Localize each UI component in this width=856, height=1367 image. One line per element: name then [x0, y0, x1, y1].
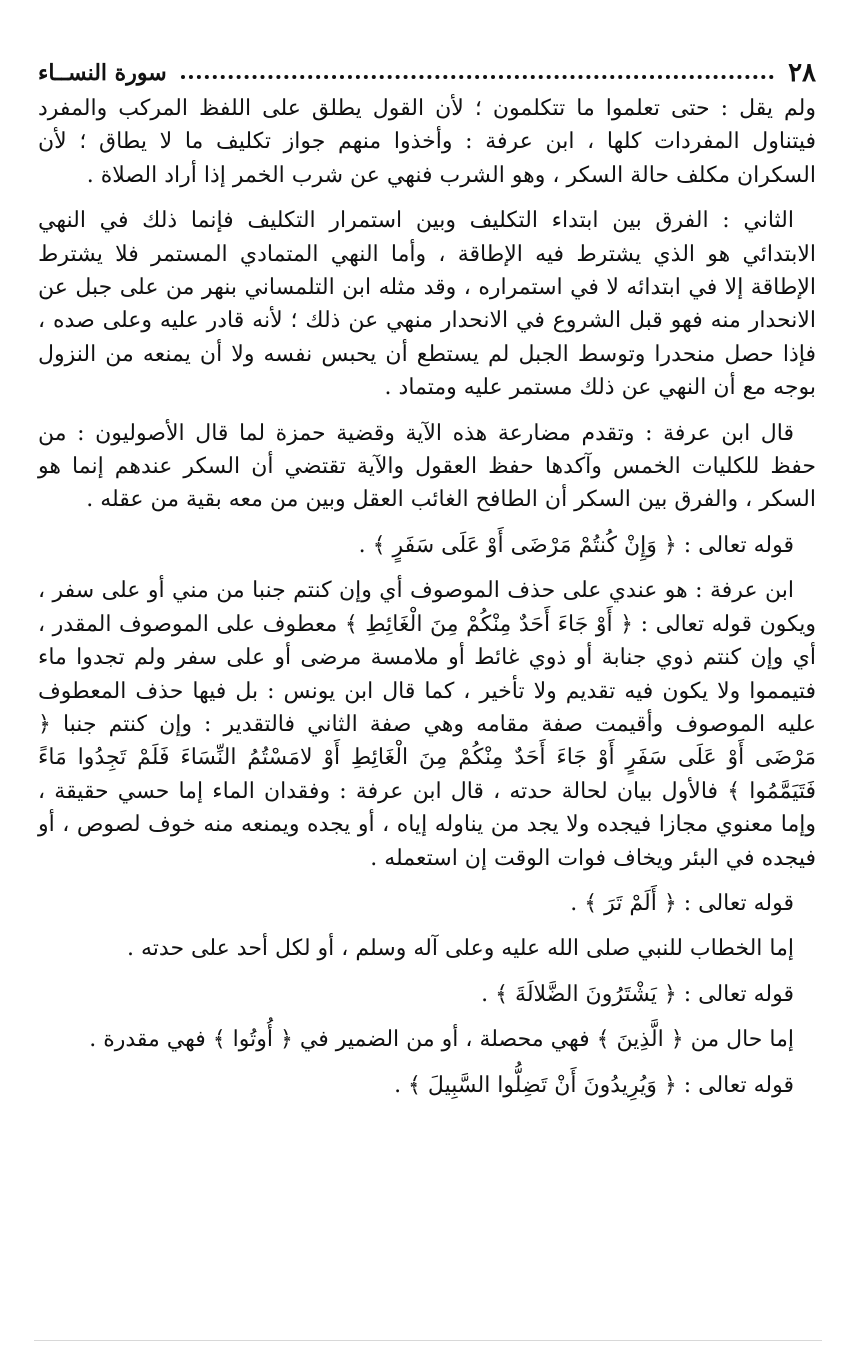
page-number: ٢٨: [788, 58, 816, 88]
footer-rule: [34, 1340, 822, 1341]
verse-heading-2: قوله تعالى : ﴿ أَلَمْ تَرَ ﴾ .: [570, 890, 794, 916]
paragraph-6: إما حال من ﴿ الَّذِينَ ﴾ فهي محصلة ، أو من الضمير في ﴿ أُوتُوا ﴾ فهي مقدرة .: [89, 1027, 794, 1053]
paragraph-2: الثاني : الفرق بين ابتداء التكليف وبين استمرار التكليف فإنما ذلك في النهي الابتدائي هو الذي يشترط فيه الإطاقة ، وأما النهي المتمادي المستمر فلا يشترط الإطاقة إلا في ابتدائه لا في استمراره ، وقد مثله ابن التلمساني بنهر من على جبل عن الانحدار منه فهو قبل الشروع في الانحدار منهي عن ذلك ؛ لأنه قادر عليه وعلى صده ، فإذا حصل منحدرا وتوسط الجبل لم يستطع أن يحبس نفسه ولا أن يمنعه من النزول بوجه مع أن النهي عن ذلك مستمر عليه ومتماد .: [38, 208, 816, 401]
paragraph-3: قال ابن عرفة : وتقدم مضارعة هذه الآية وقضية حمزة لما قال الأصوليون : من حفظ للكليات الخمس وآكدها حفظ العقول والآية تقتضي أن السكر عندهم إنما هو السكر ، والفرق بين السكر أن الطافح الغائب العقل وبين من معه بقية من عقله .: [38, 420, 816, 513]
paragraph-1: ولم يقل : حتى تعلموا ما تتكلمون ؛ لأن القول يطلق على اللفظ المركب والمفرد فيتناول المفردات كلها ، ابن عرفة : وأخذوا منهم جواز تكليف ما لا يطاق ؛ لأن السكران مكلف حالة السكر ، وهو الشرب فنهي عن شرب الخمر إذا أراد الصلاة .: [38, 96, 816, 188]
header-dotted-divider: [181, 75, 774, 79]
verse-heading-1: قوله تعالى : ﴿ وَإِنْ كُنتُمْ مَرْضَى أَوْ عَلَى سَفَرٍ ﴾ .: [358, 532, 794, 558]
page-body: [38, 92, 816, 1102]
verse-heading-4: قوله تعالى : ﴿ وَيُرِيدُونَ أَنْ تَضِلُّوا السَّبِيلَ ﴾ .: [394, 1072, 794, 1098]
verse-heading-3: قوله تعالى : ﴿ يَشْتَرُونَ الضَّلالَةَ ﴾ .: [481, 981, 794, 1007]
paragraph-5: إما الخطاب للنبي صلى الله عليه وعلى آله وسلم ، أو لكل أحد على حدته .: [127, 936, 794, 962]
surah-title: سورة النســاء: [38, 60, 167, 86]
paragraph-4: ابن عرفة : هو عندي على حذف الموصوف أي وإن كنتم جنبا من مني أو على سفر ، ويكون قوله تعالى : ﴿ أَوْ جَاءَ أَحَدٌ مِنْكُمْ مِنَ الْغَائِطِ ﴾ معطوف على الموصوف المقدر ، أي وإن كنتم ذوي جنابة أو ذوي غائط أو ملامسة مرضى أو على سفر ولم تجدوا ماء فتيمموا ولا يكون فيه تقديم ولا تأخير ، كما قال ابن يونس : بل فيها حذف المعطوف عليه الموصوف وأقيمت صفة مقامه وهي صفة الثاني فالتقدير : وإن كنتم جنبا ﴿ مَرْضَى أَوْ عَلَى سَفَرٍ أَوْ جَاءَ أَحَدٌ مِنْكُمْ مِنَ الْغَائِطِ أَوْ لامَسْتُمُ النِّسَاءَ فَلَمْ تَجِدُوا مَاءً فَتَيَمَّمُوا ﴾ فالأول بيان لحالة حدته ، قال ابن عرفة : وفقدان الماء إما حسي حقيقة ، وإما معنوي مجازا فيجده ولا يجد من يناوله إياه ، أو يجده ويمنعه منه خوف لصوص ، أو فيجده في البئر ويخاف فوات الوقت إن استعمله .: [38, 578, 816, 871]
page-header: [38, 52, 816, 88]
